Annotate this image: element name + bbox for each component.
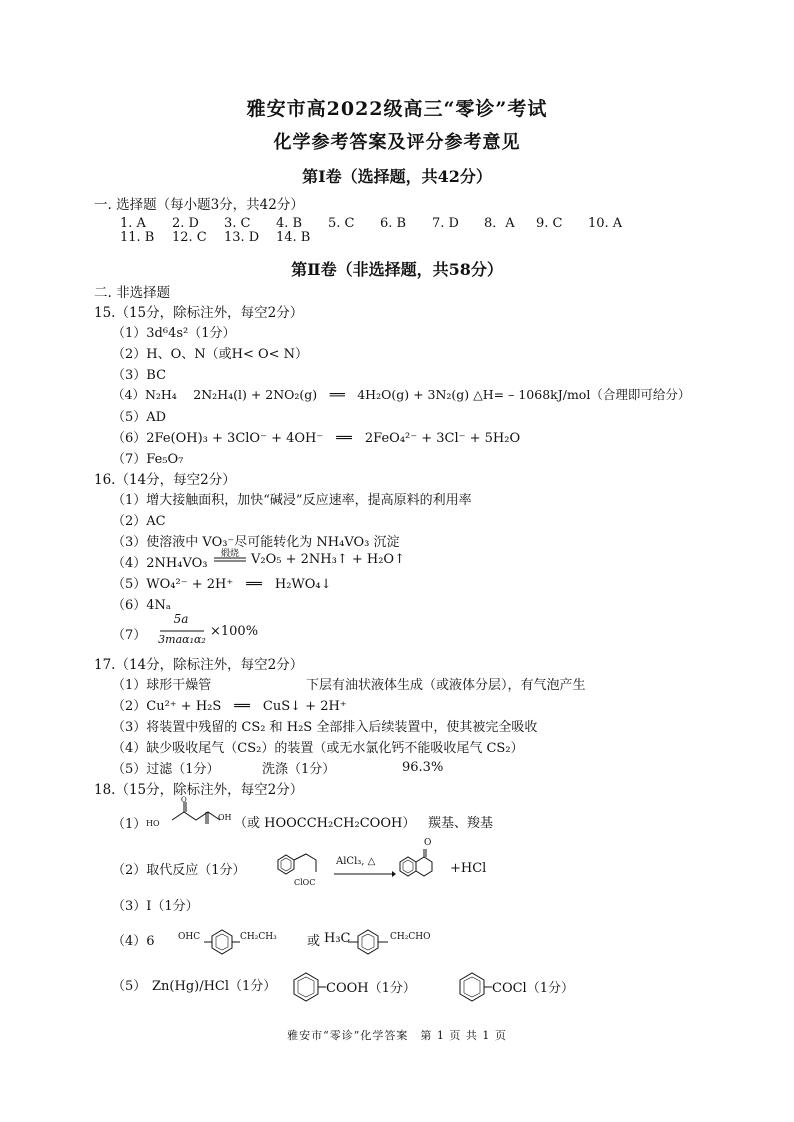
q15-header: 15.（15分，除标注外，每空2分）	[94, 305, 304, 321]
fraction-bar	[160, 630, 204, 632]
mc-answer: 9. C	[536, 216, 563, 231]
q18-answer-5: （5）	[112, 979, 147, 994]
q16-answer-6: （6）4Nₐ	[112, 598, 171, 613]
mc-answer: 14. B	[276, 230, 311, 245]
aldehyde-left-label: OHC	[178, 932, 201, 942]
q18-answer-1: （1）	[112, 817, 147, 832]
q17-answer-2: （2）Cu²⁺ + H₂S ══ CuS↓ + 2H⁺	[112, 699, 347, 714]
part1-heading: 第Ⅰ卷（选择题，共42分）	[302, 167, 492, 186]
oh-label: OH	[218, 813, 232, 822]
mc-answers-row2	[120, 230, 328, 245]
mc-answers-row1	[120, 212, 640, 231]
methyl-label: H₃C	[324, 931, 351, 946]
q15-answer-2: （2）H、O、N（或H< O< N）	[112, 347, 309, 362]
mc-answer: 6. B	[380, 216, 407, 231]
mc-section-title: 一. 选择题（每小题3分，共42分）	[94, 197, 304, 213]
acetaldehyde-label: CH₂CHO	[390, 932, 431, 942]
q15-answer-5: （5）AD	[112, 410, 167, 425]
mc-answer: 5. C	[328, 216, 355, 231]
q16-answer-5: （5）WO₄²⁻ + 2H⁺ ══ H₂WO₄↓	[112, 577, 332, 592]
q17-answer-3: （3）将装置中残留的 CS₂ 和 H₂S 全部排入后续装置中，使其被完全吸收	[112, 720, 538, 735]
mc-answer: 12. C	[172, 230, 207, 245]
mc-answer: 4. B	[276, 216, 303, 231]
q15-answer-4: （4）N₂H₄ 2N₂H₄(l) + 2NO₂(g) ══ 4H₂O(g) + 3N₂(g) △H= – 1068kJ/mol（合理即可给分）	[112, 387, 691, 402]
q16-header: 16.（14分，每空2分）	[94, 472, 236, 488]
nonmc-section-title: 二. 非选择题	[94, 285, 171, 301]
q15-answer-7: （7）Fe₅O₇	[112, 452, 184, 467]
fraction-denominator: 3maα₁α₂	[158, 633, 206, 646]
mc-answer: 1. A	[120, 216, 146, 231]
q16-answer-7-label: （7）	[112, 628, 147, 643]
exam-title: 雅安市高2022级高三“零诊”考试	[246, 98, 548, 120]
part2-heading: 第Ⅱ卷（非选择题，共58分）	[291, 260, 503, 279]
q18-answer-1-formula: （或 HOOCCH₂CH₂COOH）	[234, 816, 416, 831]
acyl-chloride-group-label: COCl（1分）	[492, 981, 574, 996]
q18-answer-4: （4）6	[112, 934, 155, 949]
double-equal-sign	[214, 557, 246, 563]
ethyl-label: CH₂CH₃	[240, 932, 277, 942]
mc-answer: 2. D	[172, 216, 199, 231]
q18-answer-3: （3）Ⅰ（1分）	[112, 899, 199, 914]
q16-answer-1: （1）增大接触面积，加快“碱浸”反应速率，提高原料的利用率	[112, 493, 472, 508]
q17-answer-5a: （5）过滤（1分）	[112, 762, 220, 777]
q18-header: 18.（15分，除标注外，每空2分）	[94, 782, 304, 798]
reduction-reagent: Zn(Hg)/HCl（1分）	[152, 979, 277, 994]
q15-answer-3: （3）BC	[112, 368, 167, 383]
q17-answer-1b: 下层有油状液体生成（或液体分层），有气泡产生	[306, 678, 586, 693]
carboxyl-label: COOH（1分）	[326, 981, 416, 996]
mc-answer: 10. A	[588, 216, 623, 231]
page-footer: 雅安市“零诊”化学答案 第 1 页 共 1 页	[287, 1029, 507, 1042]
q17-answer-4: （4）缺少吸收尾气（CS₂）的装置（或无水氯化钙不能吸收尾气 CS₂）	[112, 741, 524, 756]
q16-answer-4: （4）2NH₄VO₃	[112, 556, 208, 571]
q16-answer-3: （3）使溶液中 VO₃⁻尽可能转化为 NH₄VO₃ 沉淀	[112, 535, 400, 550]
fraction-percent: ×100%	[210, 624, 259, 639]
mc-answer: 8．A	[484, 216, 515, 231]
q17-answer-5b: 洗涤（1分）	[262, 762, 336, 777]
q17-header: 17.（14分，除标注外，每空2分）	[94, 657, 304, 673]
q16-answer-4-products: V₂O₅ + 2NH₃↑ + H₂O↑	[251, 552, 405, 567]
q15-answer-6: （6）2Fe(OH)₃ + 3ClO⁻ + 4OH⁻ ══ 2FeO₄²⁻ + 3Cl⁻ + 5H₂O	[112, 431, 521, 446]
ketone-o-label: O	[424, 838, 432, 848]
or-label: 或	[307, 934, 321, 949]
q17-answer-5c: 96.3%	[402, 760, 444, 775]
answer-subtitle: 化学参考答案及评分参考意见	[273, 132, 521, 153]
tetralone-structure	[396, 846, 456, 886]
ho-label: HO	[146, 819, 160, 828]
q17-answer-1: （1）球形干燥管	[112, 678, 212, 693]
q15-answer-1: （1）3d⁶4s²（1分）	[112, 326, 236, 341]
hcl-product: +HCl	[450, 861, 487, 876]
acyl-chloride-label: ClOC	[294, 878, 316, 887]
q18-answer-1-groups: 羰基、羧基	[428, 816, 494, 831]
q16-answer-2: （2）AC	[112, 514, 166, 529]
carbonyl-o-label: O	[181, 796, 187, 804]
calcine-condition: 煅烧	[220, 549, 239, 559]
q18-answer-2: （2）取代反应（1分）	[112, 863, 246, 878]
mc-answer: 11. B	[120, 230, 155, 245]
mc-answer: 3. C	[224, 216, 251, 231]
mc-answer: 7. D	[432, 216, 459, 231]
reaction-arrow	[334, 870, 396, 878]
fraction-numerator: 5a	[173, 612, 189, 626]
reaction-condition: AlCl₃, △	[336, 856, 376, 867]
mc-answer: 13. D	[224, 230, 260, 245]
